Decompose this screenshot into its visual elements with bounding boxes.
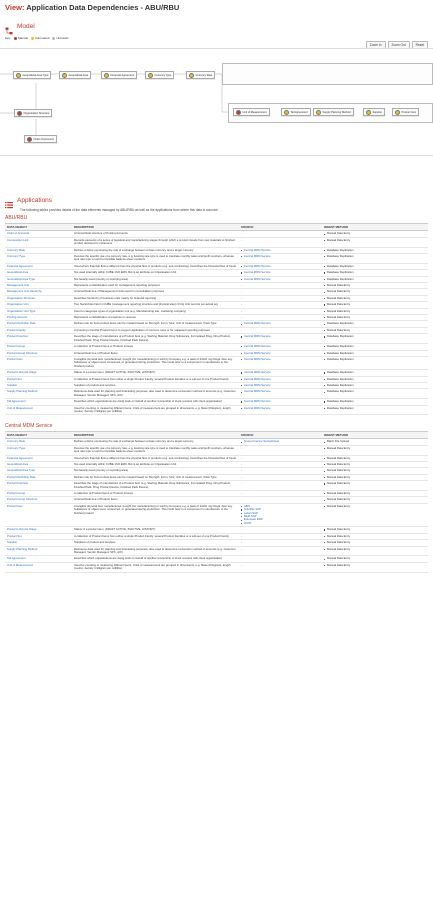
ingest-method-cell [322, 254, 428, 264]
reset-button[interactable]: Reset [412, 41, 428, 49]
ingest-method-cell [322, 237, 428, 247]
status-dot-icon [395, 110, 400, 115]
source-link[interactable]: Central MDM Service [241, 407, 320, 410]
description-cell: Used for counting or measuring different items. Units of measurement are grouped in dimensions, e.g. Mass (Kilogram), length (metre), density (milligram per millilitre) [72, 562, 239, 572]
description-cell: A collection of Product Items from either a single Product Family, several Product Families or a sub-set of one Product Family [72, 376, 239, 382]
empty-source-dash: - [241, 533, 242, 538]
dependency-diagram[interactable] [0, 48, 433, 156]
ingest-method-item: Manual Data Entry [324, 535, 426, 538]
source-link[interactable]: Central MDM Service [241, 249, 320, 252]
ingest-method-item: Manual Data Entry [324, 310, 426, 313]
empty-source-dash: - [241, 468, 242, 473]
empty-source-dash: - [241, 540, 242, 545]
ingest-method-item: Database Replication [324, 335, 426, 338]
data-object-link[interactable]: Product Lifecycle Stage [5, 527, 72, 533]
description-cell: A tangible physical item manufactured, bought (for manufacturing) or sold by Company e.g. a pack of 24x10 mg Drugk. Also any Substance or object used, consumed, or generated during production. This could refer to a component in manufacture or the finished product [72, 356, 239, 369]
data-object-link[interactable]: Product Group [5, 491, 72, 497]
ingest-method-item: Manual Data Entry [324, 463, 426, 466]
empty-source-dash: - [241, 327, 242, 332]
source-cell [239, 546, 322, 556]
data-object-link[interactable]: Geopolitical Area [5, 270, 72, 276]
description-cell: A hierarchical tree of Product Items [72, 497, 239, 503]
source-link[interactable]: European ERP [241, 518, 320, 521]
ingest-method-item: Database Replication [324, 384, 426, 387]
ingest-method-item: Manual Data Entry [324, 528, 426, 531]
legend-item-unknown: Unknown [52, 36, 69, 40]
ingest-method-cell [322, 503, 428, 526]
source-link[interactable]: Central MDM Service [241, 358, 320, 361]
ingest-method-item: Manual Data Entry [324, 303, 426, 306]
data-object-link[interactable]: Geopolitical Area Type [5, 276, 72, 282]
data-object-link[interactable]: Organisation Unit Type [5, 308, 72, 314]
status-dot-icon [189, 73, 194, 78]
source-cell [239, 334, 322, 344]
data-object-link[interactable]: Posting Account [5, 315, 72, 321]
ingest-method-item: Manual Data Entry [324, 284, 426, 287]
status-dot-icon [104, 73, 109, 78]
node-supplier[interactable]: Supplier [363, 108, 385, 116]
description-cell: A hierarchical structure of Posting Accounts [72, 231, 239, 237]
ingest-method-item: Database Replication [324, 352, 426, 355]
source-link[interactable]: Central MDM Service [241, 378, 320, 381]
empty-source-dash: - [241, 527, 242, 532]
data-object-link[interactable]: Product Item [5, 503, 72, 526]
data-object-link[interactable]: Geopolitical Area [5, 462, 72, 468]
source-link[interactable]: Central MDM Service [241, 371, 320, 374]
table-row [5, 389, 428, 399]
empty-source-dash: - [241, 295, 242, 300]
description-cell: A collection of Product Items or Product Groups [72, 344, 239, 350]
ingest-method-item: Database Replication [324, 322, 426, 325]
description-cell: Used where financial flow is different from the physical flow of products (e.g. sub-contracting). Describes the Financial flow of funds [72, 263, 239, 269]
manual-dot-icon [14, 37, 17, 40]
data-object-link[interactable]: Tall Agreement [5, 556, 72, 562]
description-cell: A grouping of similar Product Items to support application of common rules or for udeauied reporting purposes [72, 327, 239, 333]
node-chart-of-accounts[interactable]: Chart of Accounts [24, 135, 57, 143]
empty-source-dash: - [241, 556, 242, 561]
data-object-link[interactable]: Composition Link [5, 237, 72, 247]
data-object-link[interactable]: Supplier [5, 382, 72, 388]
source-link[interactable]: GBS [241, 505, 320, 508]
legend-item-automated: Automated [31, 36, 50, 40]
description-cell: Used where financial flow is different from the physical flow of products (e.g. sub-contracting). Describes the Financial flow of funds [72, 455, 239, 461]
description-cell: A hierarchical tree of Management Units used for consolidation purposes [72, 289, 239, 295]
ingest-method-item: Manual Data Entry [324, 457, 426, 460]
description-cell: Defines a factor expressing the rate of exchange between a base currency and a target currency [72, 439, 239, 445]
node-product-item[interactable]: Product Item [392, 108, 419, 116]
model-section-header [5, 22, 35, 30]
description-cell: Denotes the specific use of a currency rate, e.g. booking rate type is used to translate monthly sales and/profit numbers, whereas spot rate type is used to translate balance sheet numbers [72, 254, 239, 264]
data-object-link[interactable]: Currency Type [5, 254, 72, 264]
ingest-method-item: Database Replication [324, 255, 426, 258]
column-header-ingest-method: INGEST METHOD [322, 432, 428, 439]
source-link[interactable]: Central MDM Service [241, 345, 320, 348]
data-object-link[interactable]: Organisation Unit [5, 302, 72, 308]
model-icon [5, 22, 13, 30]
ingest-method-item: Manual Data Entry [324, 239, 426, 242]
data-object-link[interactable]: Product Family [5, 327, 72, 333]
column-header-data-object: DATA OBJECT [5, 224, 72, 231]
source-cell [239, 389, 322, 399]
ingest-method-item: Database Replication [324, 345, 426, 348]
source-link[interactable]: Central MDM Service [241, 390, 320, 393]
column-header-description: DESCRIPTION [72, 432, 239, 439]
ingest-method-item: Manual Data Entry [324, 482, 426, 485]
ingest-method-cell [322, 334, 428, 344]
description-cell: Suppliers of product and services [72, 382, 239, 388]
description-cell: Reference data used for planning and forecasting purposes, also used to determine conversion method of amounts (e.g. Customer Managed, Vendor Managed, SPC, AIX) [72, 389, 239, 399]
source-cell [239, 481, 322, 491]
description-cell: Denotes the specific use of a currency rate, e.g. booking rate type is used to translate monthly sales and/profit numbers, whereas spot rate type is used to translate balance sheet numbers [72, 445, 239, 455]
node-tall-agreement[interactable]: Tall Agreement [281, 108, 311, 116]
description-cell: A tangible physical item manufactured, bought (for manufacturing) or sold by Company e.g. a pack of 24x10 mg Drugk. Also any Substance or object used, consumed, or generated during production. This could refer to a component in manufacture or the finished product [72, 503, 239, 526]
empty-source-dash: - [241, 455, 242, 460]
source-link[interactable]: Central MDM Service [241, 255, 320, 258]
applications-section-header [5, 196, 52, 204]
data-object-link[interactable]: Financial Agreement [5, 455, 72, 461]
description-cell: Represents a classification of expense or revenue [72, 315, 239, 321]
node-currency-type[interactable]: Currency Type [145, 71, 174, 79]
node-geopolitical-area[interactable]: Geopolitical Area [59, 71, 91, 79]
node-geopolitical-area-type[interactable]: Geopolitical Area Type [13, 71, 51, 79]
data-object-link[interactable]: Unit of Measurement [5, 405, 72, 415]
data-object-link[interactable]: Organisation Structure [5, 295, 72, 301]
ingest-method-item: Manual Data Entry [324, 329, 426, 332]
ingest-method-item: Manual Data Entry [324, 548, 426, 551]
ingest-method-item: Manual Data Entry [324, 447, 426, 450]
description-cell: Represents a classification used for management reporting purposed [72, 283, 239, 289]
source-link[interactable]: Central MDM Service [241, 265, 320, 268]
applications-intro: The following tables provides details of the data elements managed by ABU/RBU as well as the applications from where this data is sourced. [20, 208, 219, 212]
data-object-link[interactable]: Product Group Structure [5, 497, 72, 503]
ingest-method-cell [322, 356, 428, 369]
model-title: Model [17, 22, 35, 30]
ingest-method-item: Database Replication [324, 265, 426, 268]
description-cell: Reference data used for planning and forecasting purposes, also used to determine conversion method of amounts (e.g. Customer Managed, Vendor Managed, SPC, AIX) [72, 546, 239, 556]
description-cell: Describes hierarchy of business units mainly for financial reporting [72, 295, 239, 301]
source-link[interactable]: Central MDM Service [241, 352, 320, 355]
ingest-method-cell [322, 546, 428, 556]
data-object-link[interactable]: Currency Rate [5, 439, 72, 445]
table-row [5, 334, 428, 344]
status-dot-icon [62, 73, 67, 78]
applications-table-central-mdm [5, 431, 428, 573]
source-link[interactable]: ICON [241, 522, 320, 525]
column-header-source: SOURCE [239, 224, 322, 231]
table-row [5, 254, 428, 264]
zoom-out-button[interactable]: Zoom Out [388, 41, 410, 49]
group-title-abu-rbu: ABU/RBU [5, 215, 28, 221]
applications-title: Applications [17, 196, 53, 204]
data-object-link[interactable]: Product Set [5, 376, 72, 382]
ingest-method-item: Batch File Upload [324, 440, 426, 443]
view-label: View: [5, 3, 25, 12]
source-cell [239, 356, 322, 369]
group-box-currency [222, 63, 433, 85]
ingest-method-item: Manual Data Entry [324, 505, 426, 508]
data-object-link[interactable]: Financial Agreement [5, 263, 72, 269]
data-object-link[interactable]: Product Group Structure [5, 350, 72, 356]
empty-source-dash: - [241, 562, 242, 567]
data-object-link[interactable]: Product Set [5, 533, 72, 539]
ingest-method-item: Database Replication [324, 407, 426, 410]
description-cell: A collection of Product Items or Product Groups [72, 491, 239, 497]
description-cell: Defines a factor expressing the rate of exchange between a base currency and a target currency [72, 247, 239, 253]
data-object-link[interactable]: Product Group [5, 344, 72, 350]
empty-source-dash: - [241, 289, 242, 294]
data-object-link[interactable]: Tall Agreement [5, 399, 72, 405]
description-cell: Status of a product item. (DRAFT ACTIVE, INACTIVE, HISTORY) [72, 527, 239, 533]
empty-source-dash: - [241, 231, 242, 236]
status-dot-icon [236, 110, 241, 115]
ingest-method-item: Manual Data Entry [324, 297, 426, 300]
empty-source-dash: - [241, 283, 242, 288]
description-cell: Defines role for how product items can be created based on Strength, Form, Size, Unit of measurement, Pack Type [72, 321, 239, 327]
status-dot-icon [16, 73, 21, 78]
data-object-link[interactable]: Product Definition Role [5, 474, 72, 480]
node-organisation-structure[interactable]: Organization Structure [14, 109, 52, 117]
ingest-method-cell [322, 389, 428, 399]
data-object-link[interactable]: Currency Rate [5, 247, 72, 253]
description-cell: Describes the stage of manufacture of a Product Item (e.g. Starting Material, Drug Substance, Formulated Drug, Drug Product, Finished Pack, Drug Product Device, Finished Pack Device) [72, 334, 239, 344]
status-dot-icon [284, 110, 289, 115]
description-cell: Two hierarchies held in CUBE (management reporting structure and physical sites) 3 Org Unit records per actual org [72, 302, 239, 308]
column-header-ingest-method: INGEST METHOD [322, 224, 428, 231]
table-header-row [5, 432, 428, 439]
source-cell [239, 503, 322, 526]
legend-key-label: Key: [5, 36, 12, 40]
data-object-link[interactable]: Management Unit Hierarchy [5, 289, 72, 295]
description-cell: Not heavily used (country or reporting area) [72, 276, 239, 282]
zoom-in-button[interactable]: Zoom In [366, 41, 386, 49]
view-title: Application Data Dependencies - ABU/RBU [26, 3, 180, 12]
description-cell: Describes the stage of manufacture of a Product Item (e.g. Starting Material, Drug Substance, Formulated Drug, Drug Product, Finished Pack, Drug Product Device, Finished Pack Device) [72, 481, 239, 491]
description-cell: Status of a product item. (DRAFT ACTIVE, INACTIVE, HISTORY) [72, 370, 239, 376]
source-link[interactable]: Central MDM Service [241, 384, 320, 387]
source-cell [239, 237, 322, 247]
source-cell [239, 562, 322, 572]
table-header-row [5, 224, 428, 231]
description-cell: A collection of Product Items from either a single Product Family, several Product Families or a sub-set of one Product Family [72, 533, 239, 539]
source-cell [239, 405, 322, 415]
source-link[interactable]: Group Finance Spreadsheet [241, 440, 320, 443]
table-row [5, 546, 428, 556]
source-link[interactable]: BAM SAP [241, 515, 320, 518]
ingest-method-item: Database Replication [324, 249, 426, 252]
empty-source-dash: - [241, 462, 242, 466]
source-cell [239, 445, 322, 455]
data-object-link[interactable]: Product Lifecycle Stage [5, 370, 72, 376]
page-title [5, 3, 179, 12]
data-object-link[interactable]: Management Unit [5, 283, 72, 289]
data-object-link[interactable]: Supply Planning Method [5, 546, 72, 556]
empty-source-dash: - [241, 497, 242, 502]
ingest-method-item: Manual Data Entry [324, 316, 426, 319]
description-cell: Describes which organisations are doing work on behalf of another (ownership of stock remains with client organisation) [72, 556, 239, 562]
description-cell: Describes which organisations are doing work on behalf of another (ownership of stock remains with client organisation) [72, 399, 239, 405]
description-cell: Used to categorise types of organisation unit (e.g. Manufacturing site, marketing company) [72, 308, 239, 314]
column-header-data-object: DATA OBJECT [5, 432, 72, 439]
column-header-description: DESCRIPTION [72, 224, 239, 231]
ingest-method-item: Manual Data Entry [324, 492, 426, 495]
status-dot-icon [316, 110, 321, 115]
node-supply-planning-method[interactable]: Supply Planning Method [313, 108, 354, 116]
description-cell: Not used internally within CUBE 1SO ERN. But is an attribute on Organisation Unit [72, 270, 239, 276]
ingest-method-item: Manual Data Entry [324, 232, 426, 235]
table-row [5, 562, 428, 572]
ingest-method-item: Database Replication [324, 378, 426, 381]
empty-source-dash: - [241, 474, 242, 479]
status-dot-icon [27, 137, 32, 142]
empty-source-dash: - [241, 302, 242, 307]
legend-item-manual: Manual [14, 36, 28, 40]
automated-dot-icon [31, 37, 34, 40]
ingest-method-item: Database Replication [324, 358, 426, 361]
ingest-method-cell [322, 481, 428, 491]
description-cell: Used for counting or measuring different items. Units of measurement are grouped in dimensions, e.g. Mass (Kilogram), length (metre), density (milligram per millilitre) [72, 405, 239, 415]
source-link[interactable]: Central MDM Service [241, 400, 320, 403]
ingest-method-item: Manual Data Entry [324, 469, 426, 472]
data-object-link[interactable]: Unit of Measurement [5, 562, 72, 572]
description-cell: A hierarchical tree of Product Items [72, 350, 239, 356]
group-title-central-mdm: Central MDM Service [5, 423, 53, 429]
data-object-link[interactable]: Product Function [5, 481, 72, 491]
data-object-link[interactable]: Product Item [5, 356, 72, 369]
empty-source-dash: - [241, 491, 242, 496]
table-row [5, 445, 428, 455]
source-cell [239, 254, 322, 264]
empty-source-dash: - [241, 445, 242, 450]
table-row [5, 405, 428, 415]
source-link[interactable]: Labeli SAP [241, 512, 320, 515]
description-cell: Defines role for how product items can be created based on Strength, Form, Size, Unit of measurement, Pack Type [72, 474, 239, 480]
table-row [5, 503, 428, 526]
description-cell: Not heavily used (country or reporting area) [72, 468, 239, 474]
description-cell: Not used internally within CUBE 1SO ERN. But is an attribute on Organisation Unit [72, 462, 239, 468]
ingest-method-item: Manual Data Entry [324, 290, 426, 293]
source-link[interactable]: Central MDM Service [241, 335, 320, 338]
data-object-link[interactable]: Product Definition Role [5, 321, 72, 327]
legend [5, 36, 69, 40]
list-icon [5, 196, 13, 204]
status-dot-icon [366, 110, 371, 115]
source-link[interactable]: Central MDM Service [241, 271, 320, 274]
ingest-method-item: Manual Data Entry [324, 541, 426, 544]
ingest-method-cell [322, 445, 428, 455]
empty-source-dash: - [241, 237, 242, 242]
data-object-link[interactable]: Product Function [5, 334, 72, 344]
data-object-link[interactable]: Currency Type [5, 445, 72, 455]
node-currency-rate[interactable]: Currency Rate [186, 71, 215, 79]
ingest-method-item: Manual Data Entry [324, 476, 426, 479]
description-cell: Records elements of a series of logistical and manufacturing stages through which a product travels from raw materials to finished product delivered to customers [72, 237, 239, 247]
data-object-link[interactable]: Chart of Accounts [5, 231, 72, 237]
empty-source-dash: - [241, 546, 242, 551]
status-dot-icon [148, 73, 153, 78]
node-financial-agreement[interactable]: Financial Agreement [101, 71, 137, 79]
source-link[interactable]: Central MDM Service [241, 278, 320, 281]
source-link[interactable]: Central MDM Service [241, 322, 320, 325]
ingest-method-item: Database Replication [324, 278, 426, 281]
table-row [5, 356, 428, 369]
ingest-method-item: Manual Data Entry [324, 564, 426, 567]
status-dot-icon [17, 111, 22, 116]
ingest-method-item: Manual Data Entry [324, 498, 426, 501]
table-row [5, 481, 428, 491]
description-cell: Suppliers of product and services [72, 540, 239, 546]
node-unit-of-measurement[interactable]: Unit of Measurement [233, 108, 270, 116]
data-object-link[interactable]: Supply Planning Method [5, 389, 72, 399]
empty-source-dash: - [241, 308, 242, 313]
unknown-dot-icon [52, 37, 55, 40]
ingest-method-cell [322, 405, 428, 415]
source-link[interactable]: AutoPac SAP [241, 508, 320, 511]
ingest-method-item: Database Replication [324, 371, 426, 374]
ingest-method-item: Database Replication [324, 390, 426, 393]
empty-source-dash: - [241, 315, 242, 320]
ingest-method-item: Database Replication [324, 271, 426, 274]
ingest-method-cell [322, 562, 428, 572]
data-object-link[interactable]: Geopolitical Area Type [5, 468, 72, 474]
table-row [5, 237, 428, 247]
data-object-link[interactable]: Supplier [5, 540, 72, 546]
applications-table-abu-rbu [5, 223, 428, 415]
ingest-method-item: Manual Data Entry [324, 557, 426, 560]
column-header-source: SOURCE [239, 432, 322, 439]
empty-source-dash: - [241, 481, 242, 486]
ingest-method-item: Database Replication [324, 400, 426, 403]
